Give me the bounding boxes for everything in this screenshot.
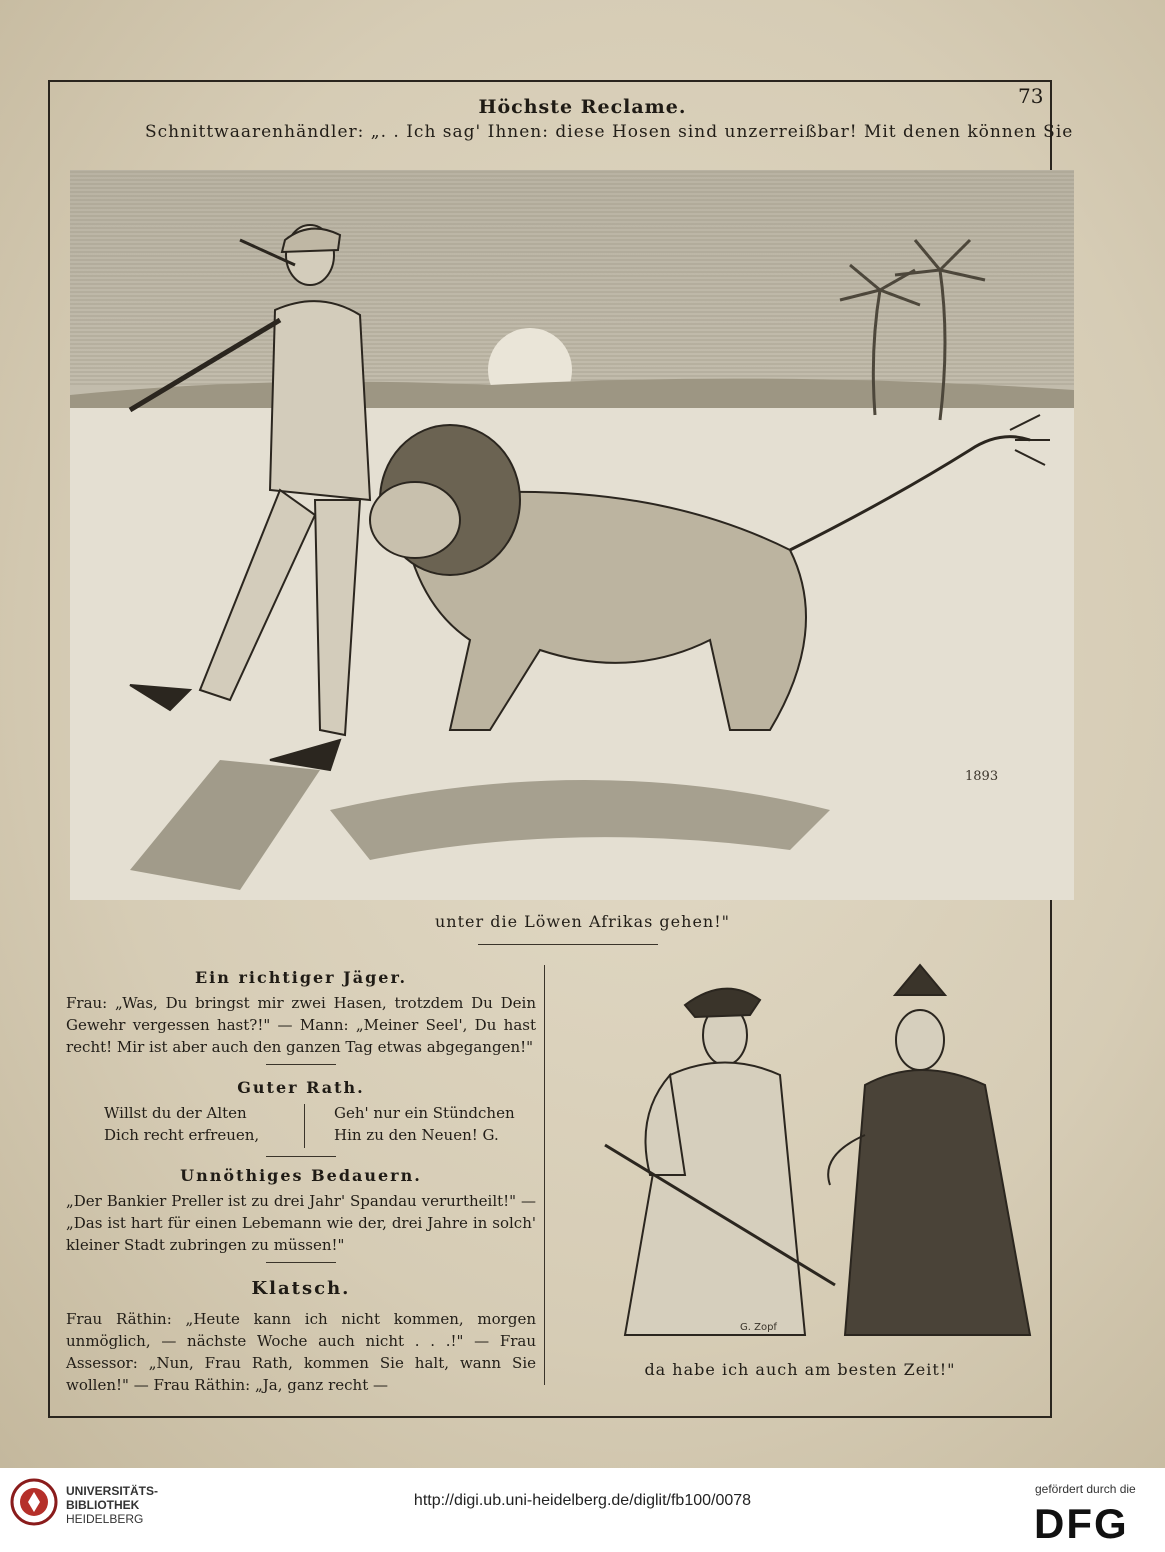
- page-title: Höchste Reclame.: [478, 96, 687, 118]
- artist-signature-year: 1893: [965, 769, 999, 784]
- section-text-bedauern: „Der Bankier Preller ist zu drei Jahr' Spandau verurtheilt!" — „Das ist hart für einen Lebemann wie der, drei Jahre in solch' kleiner Stadt zubringen zu müssen!": [66, 1192, 536, 1254]
- woman-left-figure: [605, 989, 835, 1335]
- dfg-logo: DFG: [1034, 1500, 1129, 1547]
- library-name-line-1: UNIVERSITÄTS-: [66, 1484, 159, 1498]
- cartoon-caption: unter die Löwen Afrikas gehen!": [434, 912, 731, 931]
- column-divider: [544, 965, 545, 1385]
- verse-right-line-1: Geh' nur ein Stündchen: [334, 1104, 515, 1122]
- woman-right-figure: [828, 965, 1030, 1335]
- footer-bar: [0, 1468, 1165, 1552]
- caption-divider: [478, 944, 658, 945]
- verse-right-line-2: Hin zu den Neuen! G.: [334, 1126, 499, 1144]
- permalink-url[interactable]: http://digi.ub.uni-heidelberg.de/diglit/fb100/0078: [413, 1492, 752, 1509]
- verse-left-line-2: Dich recht erfreuen,: [104, 1126, 260, 1144]
- section-text-klatsch: Frau Räthin: „Heute kann ich nicht kommen, morgen unmöglich, — nächste Woche auch nicht . . .!" — Frau Assessor: „Nun, Frau Rath, kommen Sie halt, wann Sie wollen!" — Frau Räthin: „Ja, ganz recht —: [66, 1310, 536, 1394]
- women-caption: da habe ich auch am besten Zeit!": [644, 1360, 956, 1379]
- section-divider: [266, 1262, 336, 1263]
- section-title-rath: Guter Rath.: [237, 1078, 365, 1097]
- women-artist-signature: G. Zopf: [740, 1322, 777, 1333]
- cartoon-subtitle: Schnittwaarenhändler: „. . Ich sag' Ihnen: diese Hosen sind unzerreißbar! Mit denen können Sie: [145, 122, 1074, 142]
- section-title-bedauern: Unnöthiges Bedauern.: [180, 1166, 422, 1185]
- hunter-lion-illustration: [70, 170, 1074, 900]
- two-women-illustration: [565, 955, 1045, 1345]
- verse-divider: [304, 1104, 305, 1148]
- section-text-jaeger: Frau: „Was, Du bringst mir zwei Hasen, trotzdem Du Dein Gewehr vergessen hast?!" — Mann: „Meiner Seel', Du hast recht! Mir ist aber auch den ganzen Tag etwas abgegangen!": [66, 994, 536, 1056]
- verse-left-line-1: Willst du der Alten: [104, 1104, 247, 1122]
- section-title-jaeger: Ein richtiger Jäger.: [194, 968, 408, 987]
- library-name-line-3: HEIDELBERG: [66, 1512, 144, 1526]
- section-title-klatsch: Klatsch.: [251, 1278, 351, 1299]
- section-divider: [266, 1064, 336, 1065]
- funded-by-label: gefördert durch die: [1035, 1482, 1136, 1496]
- section-divider: [266, 1156, 336, 1157]
- page-number: 73: [1018, 84, 1044, 108]
- library-name-line-2: BIBLIOTHEK: [66, 1498, 140, 1512]
